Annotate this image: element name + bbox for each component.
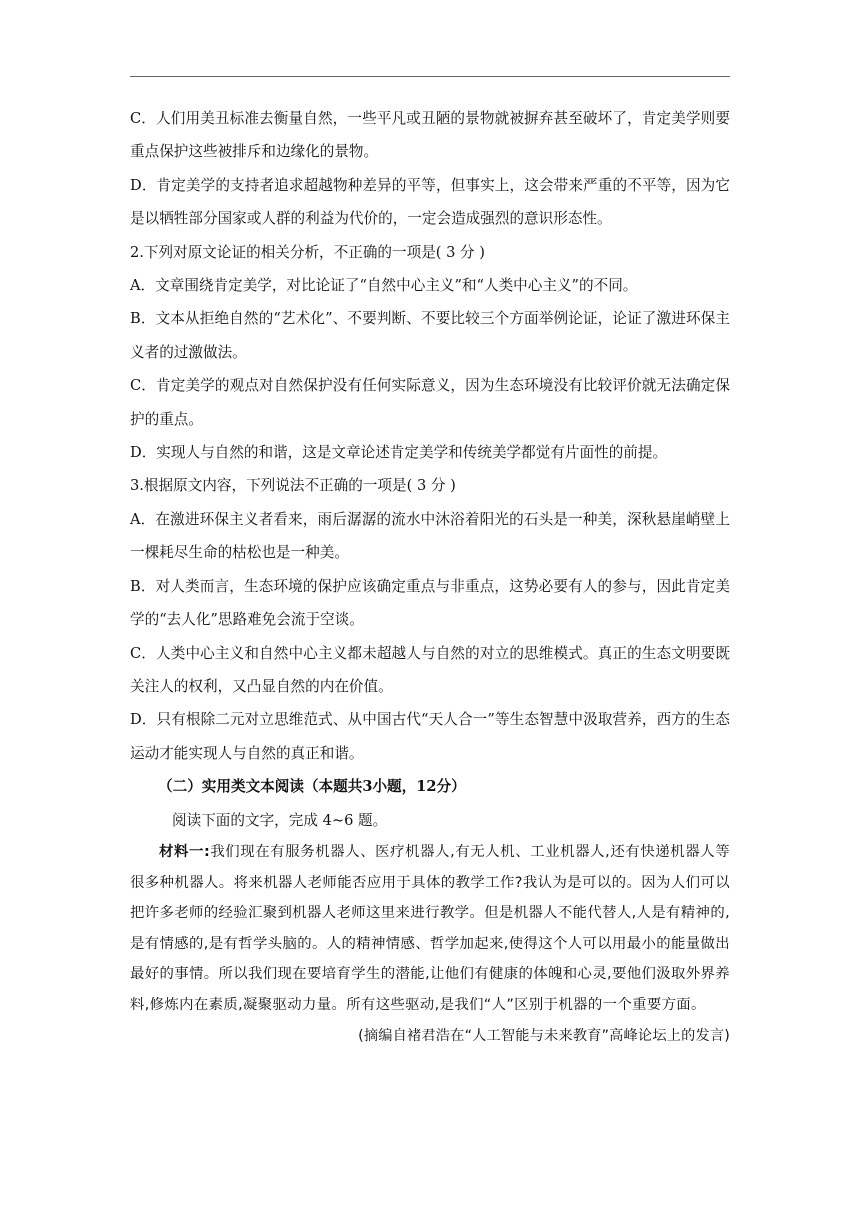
q2-stem: 2.下列对原文论证的相关分析，不正确的一项是( 3 分 ) [130,243,485,261]
material-text: 我们现在有服务机器人、医疗机器人,有无人机、工业机器人,还有快递机器人等很多种机器人。将来机器人老师能否应用于具体的教学工作?我认为是可以的。因为人们可以把许多老师的经验汇聚到机器人老师这里来进行教学。但是机器人不能代替人,人是有精神的,是有情感的,是有哲学头脑的。人的精神情感、哲学加起来,使得这个人可以用最小的能量做出最好的事情。所以我们现在要培育学生的潜能,让他们有健康的体魄和心灵,要他们汲取外界养料,修炼内在素质,凝聚驱动力量。所有这些驱动,是我们“人”区别于机器的一个重要方面。 [130,843,730,1013]
document-body [130,102,730,1051]
q2-option-b: B．文本从拒绝自然的“艺术化”、不要判断、不要比较三个方面举例论证，论证了激进环保主义者的过激做法。 [130,310,730,361]
section-instruction: 阅读下面的文字，完成 4~6 题。 [172,811,388,829]
q2-option-a: A．文章围绕肯定美学，对比论证了“自然中心主义”和“人类中心主义”的不同。 [130,277,638,295]
header-rule [130,76,730,77]
q3-option-a: A．在激进环保主义者看来，雨后潺潺的流水中沐浴着阳光的石头是一种美，深秋悬崖峭壁上一棵耗尽生命的枯松也是一种美。 [130,510,730,562]
material-source: (摘编自褚君浩在“人工智能与未来教育”高峰论坛上的发言) [358,1027,730,1044]
q3-option-c: C．人类中心主义和自然中心主义都未超越人与自然的对立的思维模式。真正的生态文明要既关注人的权利，又凸显自然的内在价值。 [130,644,730,695]
q3-option-d: D．只有根除二元对立思维范式、从中国古代“天人合一”等生态智慧中汲取营养，西方的生态运动才能实现人与自然的真正和谐。 [130,711,730,762]
q1-option-c: C．人们用美丑标准去衡量自然，一些平凡或丑陋的景物就被摒弃甚至破坏了，肯定美学则要重点保护这些被排斥和边缘化的景物。 [130,110,730,161]
section-title: （二）实用类文本阅读（本题共3小题，12分） [158,778,466,796]
q2-option-c: C．肯定美学的观点对自然保护没有任何实际意义，因为生态环境没有比较评价就无法确定保护的重点。 [130,377,730,428]
q3-option-b: B．对人类而言，生态环境的保护应该确定重点与非重点，这势必要有人的参与，因此肯定美学的“去人化”思路难免会流于空谈。 [130,577,730,629]
material-label: 材料一: [159,843,211,860]
q3-stem: 3.根据原文内容，下列说法不正确的一项是( 3 分 ) [130,477,456,495]
q2-option-d: D．实现人与自然的和谐，这是文章论述肯定美学和传统美学都觉有片面性的前提。 [130,444,668,462]
material-1 [130,837,730,1021]
q1-option-d: D．肯定美学的支持者追求超越物种差异的平等，但事实上，这会带来严重的不平等，因为它是以牺牲部分国家或人群的利益为代价的，一定会造成强烈的意识形态性。 [130,176,730,228]
